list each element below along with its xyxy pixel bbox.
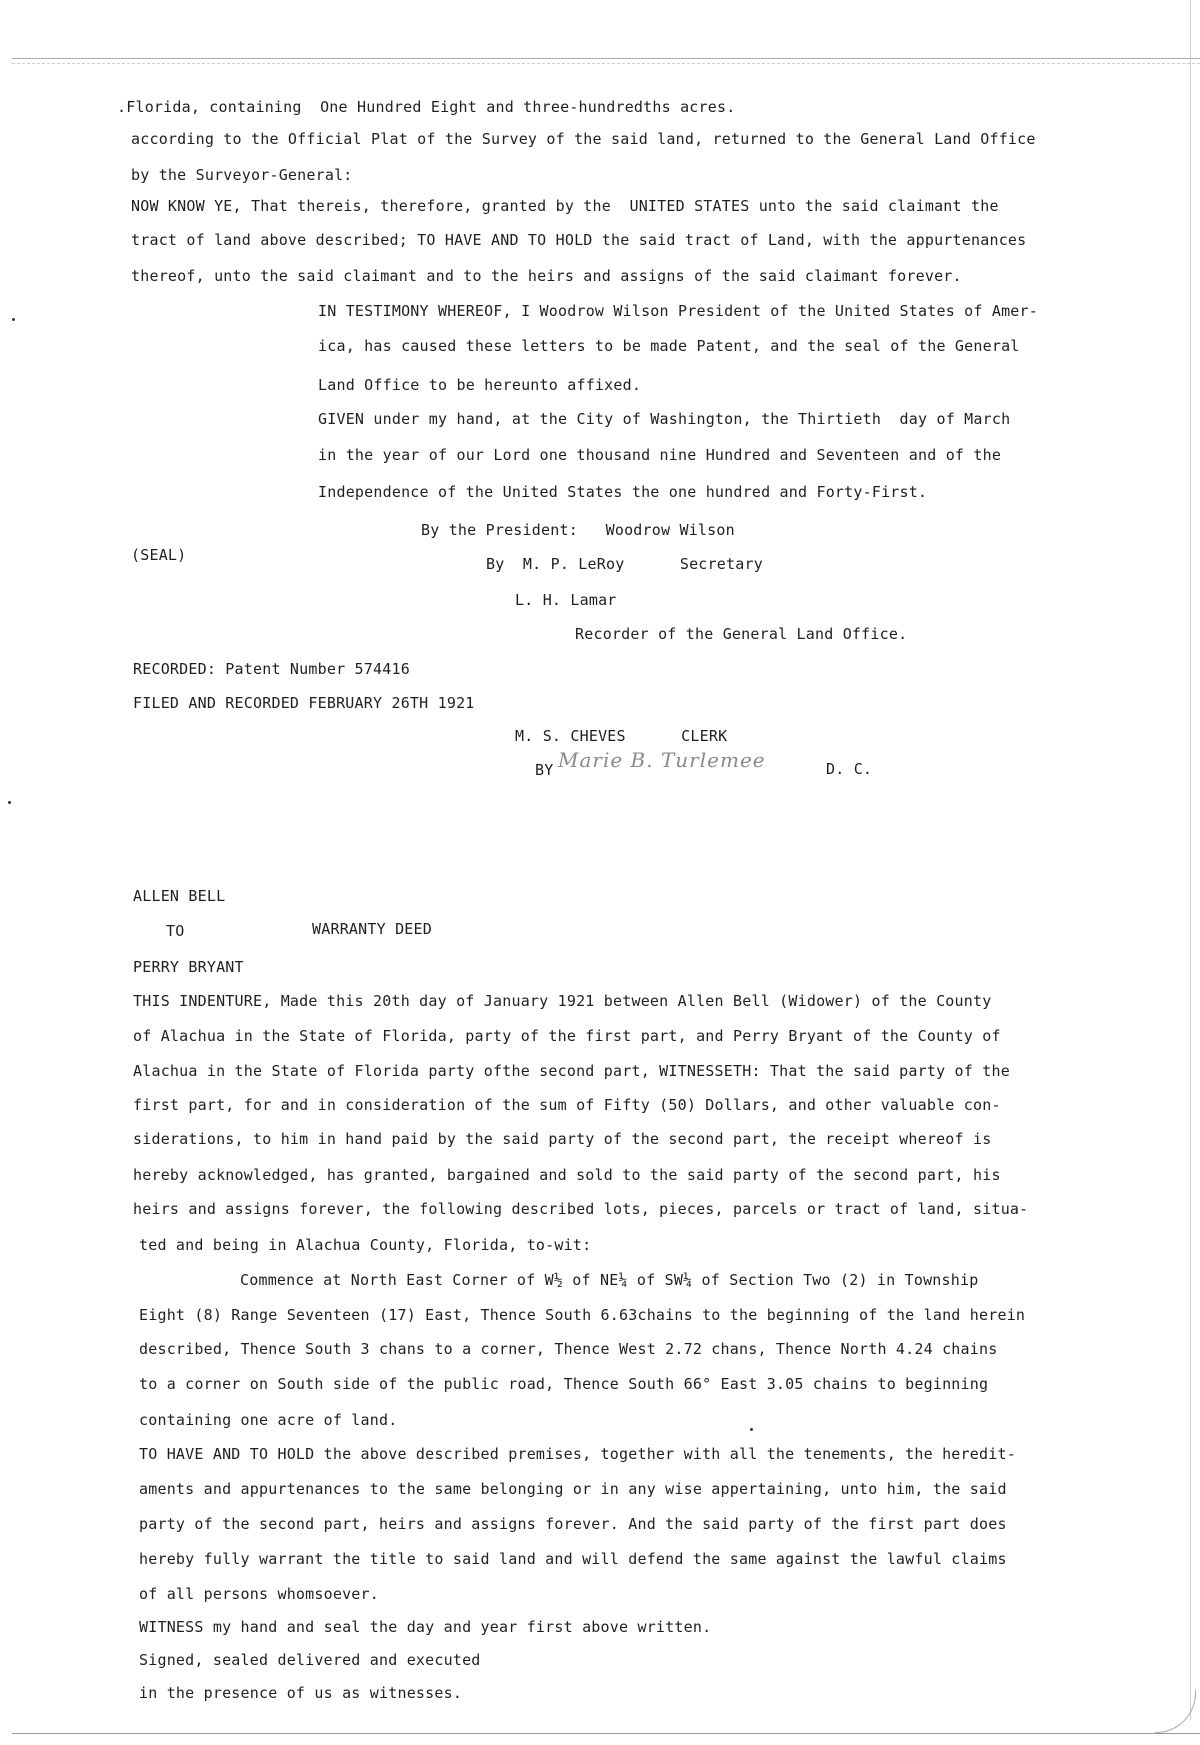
deed-line: heirs and assigns forever, the following described lots, pieces, parcels or tract of land, situa-	[133, 1200, 1029, 1218]
page-curl	[1155, 1690, 1196, 1733]
top-rule-dashed	[12, 63, 1200, 64]
top-rule	[12, 58, 1200, 59]
deed-line: siderations, to him in hand paid by the said party of the second part, the receipt whereof is	[133, 1130, 992, 1148]
presence-line: in the presence of us as witnesses.	[139, 1684, 463, 1702]
deed-title: WARRANTY DEED	[312, 920, 432, 938]
habendum-line: of all persons whomsoever.	[139, 1585, 379, 1603]
patent-line: GIVEN under my hand, at the City of Washington, the Thirtieth day of March	[318, 410, 1011, 428]
legal-description-line: Eight (8) Range Seventeen (17) East, Thence South 6.63chains to the beginning of the land herein	[139, 1306, 1026, 1324]
secretary-line: By M. P. LeRoy Secretary	[486, 555, 763, 573]
recorded-line: RECORDED: Patent Number 574416	[133, 660, 410, 678]
clerk-signature: Marie B. Turlemee	[558, 748, 766, 772]
margin-mark	[12, 318, 15, 321]
by-the-president: By the President: Woodrow Wilson	[421, 521, 735, 539]
legal-description-line: described, Thence South 3 chans to a corner, Thence West 2.72 chans, Thence North 4.24 chains	[139, 1340, 998, 1358]
seal-label: (SEAL)	[131, 546, 187, 564]
legal-description-line: Commence at North East Corner of W½ of NE¼ of SW¼ of Section Two (2) in Township	[240, 1271, 979, 1289]
to-label: TO	[166, 922, 185, 940]
grantee-name: PERRY BRYANT	[133, 958, 244, 976]
deed-line: ted and being in Alachua County, Florida, to-wit:	[139, 1236, 592, 1254]
habendum-line: hereby fully warrant the title to said land and will defend the same against the lawful claims	[139, 1550, 1007, 1568]
patent-line: in the year of our Lord one thousand nine Hundred and Seventeen and of the	[318, 446, 1002, 464]
dc-label: D. C.	[826, 760, 873, 778]
patent-line: Land Office to be hereunto affixed.	[318, 376, 642, 394]
recorder-name: L. H. Lamar	[515, 591, 617, 609]
margin-mark	[750, 1428, 753, 1431]
clerk-line: M. S. CHEVES CLERK	[515, 727, 728, 745]
patent-line: according to the Official Plat of the Survey of the said land, returned to the General Land Office	[131, 130, 1036, 148]
witness-line: WITNESS my hand and seal the day and year first above written.	[139, 1618, 712, 1636]
bottom-rule	[12, 1733, 1200, 1734]
patent-line: by the Surveyor-General:	[131, 166, 353, 184]
habendum-line: TO HAVE AND TO HOLD the above described premises, together with all the tenements, the heredit-	[139, 1445, 1016, 1463]
legal-description-line: to a corner on South side of the public road, Thence South 66° East 3.05 chains to beginning	[139, 1375, 989, 1393]
deed-line: hereby acknowledged, has granted, bargained and sold to the said party of the second part, his	[133, 1166, 1001, 1184]
habendum-line: aments and appurtenances to the same belonging or in any wise appertaining, unto him, the said	[139, 1480, 1007, 1498]
recorder-title: Recorder of the General Land Office.	[575, 625, 908, 643]
patent-line: .Florida, containing One Hundred Eight and three-hundredths acres.	[117, 98, 736, 116]
patent-line: ica, has caused these letters to be made Patent, and the seal of the General	[318, 337, 1020, 355]
deed-line: THIS INDENTURE, Made this 20th day of January 1921 between Allen Bell (Widower) of the County	[133, 992, 992, 1010]
signed-line: Signed, sealed delivered and executed	[139, 1651, 481, 1669]
patent-line: IN TESTIMONY WHEREOF, I Woodrow Wilson President of the United States of Amer-	[318, 302, 1038, 320]
habendum-line: party of the second part, heirs and assigns forever. And the said party of the first part does	[139, 1515, 1007, 1533]
patent-line: Independence of the United States the one hundred and Forty-First.	[318, 483, 928, 501]
deed-line: first part, for and in consideration of the sum of Fifty (50) Dollars, and other valuable con-	[133, 1096, 1001, 1114]
legal-description-line: containing one acre of land.	[139, 1411, 398, 1429]
page-edge	[1190, 0, 1191, 1720]
patent-line: NOW KNOW YE, That thereis, therefore, granted by the UNITED STATES unto the said claimant the	[131, 197, 999, 215]
filed-line: FILED AND RECORDED FEBRUARY 26TH 1921	[133, 694, 475, 712]
margin-mark	[8, 801, 11, 804]
by-label: BY	[535, 761, 554, 779]
deed-line: of Alachua in the State of Florida, party of the first part, and Perry Bryant of the County of	[133, 1027, 1001, 1045]
deed-line: Alachua in the State of Florida party ofthe second part, WITNESSETH: That the said party of the	[133, 1062, 1010, 1080]
grantor-name: ALLEN BELL	[133, 887, 226, 905]
patent-line: thereof, unto the said claimant and to the heirs and assigns of the said claimant forever.	[131, 267, 962, 285]
patent-line: tract of land above described; TO HAVE AND TO HOLD the said tract of Land, with the appurtenances	[131, 231, 1027, 249]
